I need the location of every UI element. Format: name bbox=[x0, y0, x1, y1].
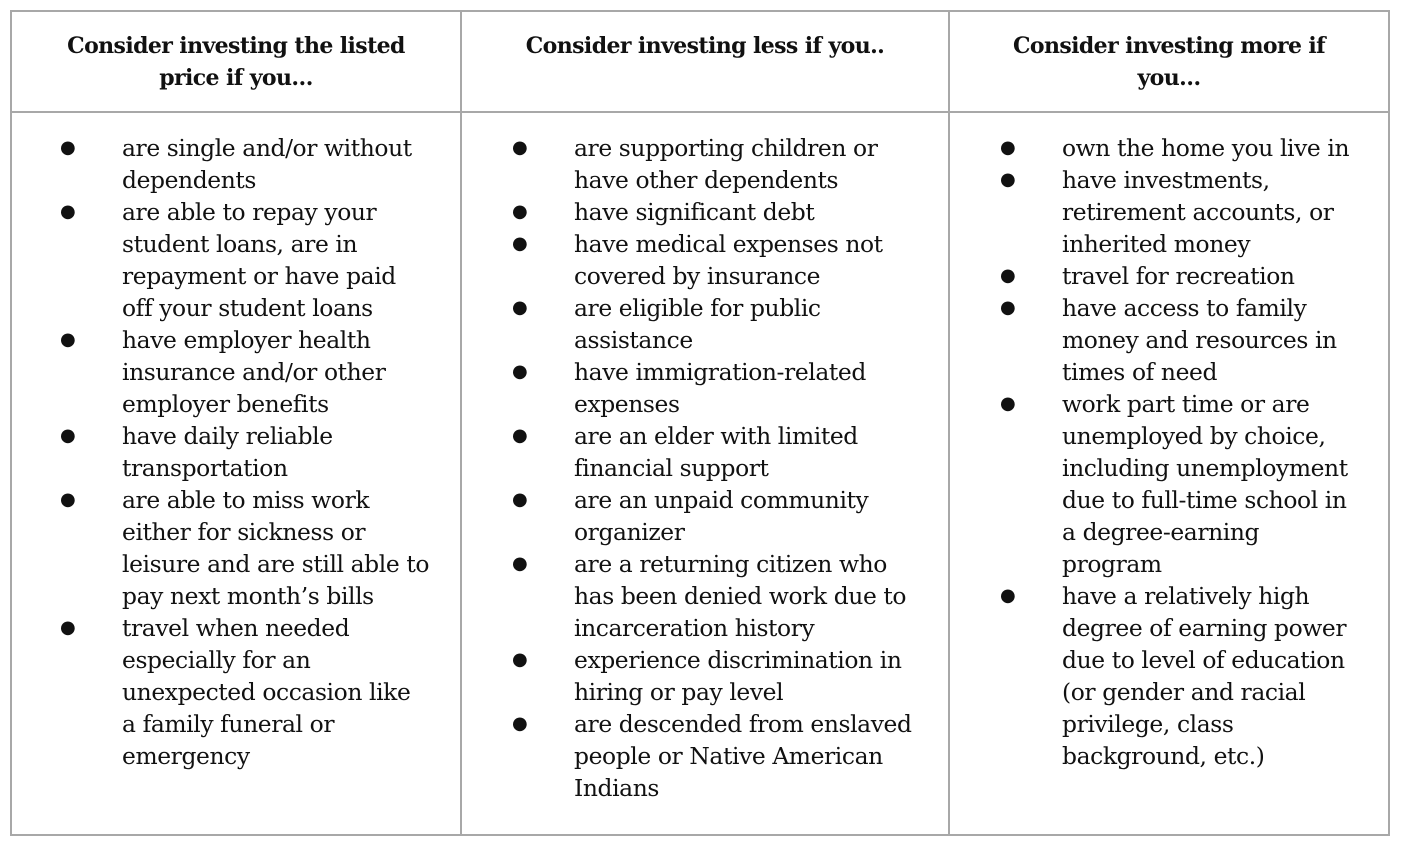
list-item-text: have other dependents bbox=[574, 166, 839, 194]
list-item bbox=[462, 196, 948, 228]
bullet-icon: ● bbox=[60, 329, 76, 350]
bullet-icon: ● bbox=[512, 553, 528, 574]
list-item-text: employer benefits bbox=[122, 390, 329, 418]
list-item bbox=[462, 484, 948, 548]
list-item-text: own the home you live in bbox=[1062, 134, 1350, 162]
list-item-text: inherited money bbox=[1062, 230, 1251, 258]
list-item-text: have medical expenses not bbox=[574, 230, 883, 258]
bullet-icon: ● bbox=[60, 617, 76, 638]
list-item-text: are able to repay your bbox=[122, 198, 377, 226]
list-item-text: are supporting children or bbox=[574, 134, 878, 162]
list-item-text: emergency bbox=[122, 742, 250, 770]
criteria-list bbox=[950, 132, 1388, 772]
list-item bbox=[462, 548, 948, 644]
bullet-icon: ● bbox=[512, 201, 528, 222]
list-item-text: experience discrimination in bbox=[574, 646, 902, 674]
list-item-text: are a returning citizen who bbox=[574, 550, 887, 578]
list-item bbox=[950, 292, 1388, 388]
list-item-text: leisure and are still able to bbox=[122, 550, 429, 578]
column-invest-more bbox=[948, 12, 1388, 834]
list-item-text: insurance and/or other bbox=[122, 358, 386, 386]
bullet-icon: ● bbox=[512, 489, 528, 510]
list-item-text: transportation bbox=[122, 454, 288, 482]
bullet-icon: ● bbox=[1000, 585, 1016, 606]
list-item bbox=[462, 420, 948, 484]
list-item bbox=[12, 484, 460, 612]
list-item-text: covered by insurance bbox=[574, 262, 821, 290]
heading-line: Consider investing less if you.. bbox=[525, 33, 885, 59]
list-item-text: assistance bbox=[574, 326, 693, 354]
bullet-icon: ● bbox=[512, 713, 528, 734]
bullet-icon: ● bbox=[1000, 265, 1016, 286]
bullet-icon: ● bbox=[1000, 297, 1016, 318]
list-item-text: a degree-earning bbox=[1062, 518, 1260, 546]
heading-text bbox=[33, 30, 439, 94]
list-item-text: including unemployment bbox=[1062, 454, 1348, 482]
bullet-icon: ● bbox=[60, 201, 76, 222]
bullet-icon: ● bbox=[60, 425, 76, 446]
list-item-text: dependents bbox=[122, 166, 256, 194]
list-item-text: have access to family bbox=[1062, 294, 1307, 322]
bullet-icon: ● bbox=[1000, 137, 1016, 158]
bullet-icon: ● bbox=[512, 425, 528, 446]
list-item-text: are an elder with limited bbox=[574, 422, 858, 450]
list-item-text: retirement accounts, or bbox=[1062, 198, 1334, 226]
list-item bbox=[462, 132, 948, 196]
bullet-icon: ● bbox=[60, 137, 76, 158]
list-item bbox=[462, 356, 948, 420]
list-item-text: off your student loans bbox=[122, 294, 373, 322]
bullet-icon: ● bbox=[512, 649, 528, 670]
list-item-text: hiring or pay level bbox=[574, 678, 784, 706]
list-item-text: (or gender and racial bbox=[1062, 678, 1306, 706]
list-item-text: are eligible for public bbox=[574, 294, 821, 322]
list-item-text: have significant debt bbox=[574, 198, 815, 226]
list-item bbox=[950, 388, 1388, 580]
list-item-text: expenses bbox=[574, 390, 680, 418]
list-item-text: people or Native American bbox=[574, 742, 883, 770]
criteria-list bbox=[12, 132, 460, 772]
list-item bbox=[950, 164, 1388, 260]
list-item-text: have employer health bbox=[122, 326, 371, 354]
list-item-text: work part time or are bbox=[1062, 390, 1310, 418]
bullet-icon: ● bbox=[512, 297, 528, 318]
heading-line: price if you… bbox=[159, 65, 313, 91]
list-item-text: either for sickness or bbox=[122, 518, 366, 546]
list-item-text: unexpected occasion like bbox=[122, 678, 411, 706]
list-item-text: are able to miss work bbox=[122, 486, 370, 514]
list-item-text: a family funeral or bbox=[122, 710, 335, 738]
pricing-guidance-table bbox=[10, 10, 1390, 836]
list-item-text: Indians bbox=[574, 774, 659, 802]
list-item-text: have a relatively high bbox=[1062, 582, 1310, 610]
list-item bbox=[462, 708, 948, 804]
list-item-text: unemployed by choice, bbox=[1062, 422, 1326, 450]
list-item bbox=[12, 132, 460, 196]
list-item-text: privilege, class bbox=[1062, 710, 1234, 738]
list-item-text: have immigration-related bbox=[574, 358, 866, 386]
column-heading bbox=[950, 12, 1388, 113]
heading-line: Consider investing the listed bbox=[67, 33, 405, 59]
list-item bbox=[12, 196, 460, 324]
list-item-text: are descended from enslaved bbox=[574, 710, 912, 738]
list-item-text: are single and/or without bbox=[122, 134, 412, 162]
list-item bbox=[462, 228, 948, 292]
list-item-text: pay next month’s bills bbox=[122, 582, 374, 610]
criteria-list bbox=[462, 132, 948, 804]
list-item-text: have investments, bbox=[1062, 166, 1270, 194]
list-item bbox=[12, 612, 460, 772]
list-item-text: due to full-time school in bbox=[1062, 486, 1347, 514]
column-invest-less bbox=[460, 12, 948, 834]
list-item bbox=[12, 420, 460, 484]
list-item-text: degree of earning power bbox=[1062, 614, 1347, 642]
heading-line: Consider investing more if you… bbox=[1012, 33, 1326, 91]
list-item-text: due to level of education bbox=[1062, 646, 1345, 674]
list-item-text: money and resources in bbox=[1062, 326, 1337, 354]
list-item-text: have daily reliable bbox=[122, 422, 333, 450]
column-heading bbox=[12, 12, 460, 113]
list-item-text: student loans, are in bbox=[122, 230, 358, 258]
column-listed-price bbox=[12, 12, 460, 834]
column-heading bbox=[462, 12, 948, 113]
list-item-text: organizer bbox=[574, 518, 685, 546]
bullet-icon: ● bbox=[512, 361, 528, 382]
list-item-text: repayment or have paid bbox=[122, 262, 396, 290]
heading-text bbox=[950, 30, 1388, 94]
list-item-text: program bbox=[1062, 550, 1162, 578]
list-item-text: incarceration history bbox=[574, 614, 815, 642]
list-item-text: especially for an bbox=[122, 646, 311, 674]
bullet-icon: ● bbox=[512, 233, 528, 254]
list-item-text: has been denied work due to bbox=[574, 582, 907, 610]
bullet-icon: ● bbox=[1000, 169, 1016, 190]
bullet-icon: ● bbox=[512, 137, 528, 158]
list-item bbox=[462, 292, 948, 356]
list-item bbox=[950, 132, 1388, 164]
list-item bbox=[950, 260, 1388, 292]
list-item bbox=[12, 324, 460, 420]
list-item-text: are an unpaid community bbox=[574, 486, 869, 514]
list-item-text: financial support bbox=[574, 454, 769, 482]
list-item-text: times of need bbox=[1062, 358, 1218, 386]
bullet-icon: ● bbox=[1000, 393, 1016, 414]
list-item bbox=[462, 644, 948, 708]
list-item-text: travel for recreation bbox=[1062, 262, 1295, 290]
list-item bbox=[950, 580, 1388, 772]
list-item-text: background, etc.) bbox=[1062, 742, 1265, 770]
bullet-icon: ● bbox=[60, 489, 76, 510]
heading-text bbox=[492, 30, 918, 62]
list-item-text: travel when needed bbox=[122, 614, 350, 642]
